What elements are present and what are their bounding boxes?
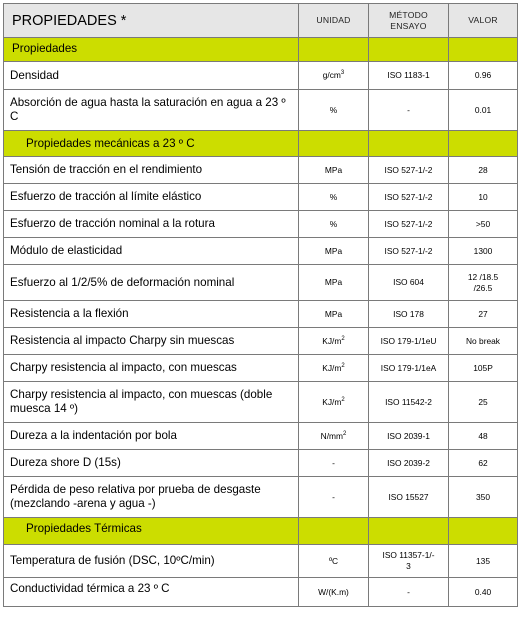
- table-row: [4, 545, 518, 578]
- table-row: [4, 184, 518, 211]
- table-row: [4, 265, 518, 301]
- method-cell: -: [369, 578, 449, 607]
- method-cell: ISO 1183-1: [369, 62, 449, 90]
- section-label: Propiedades Térmicas: [4, 518, 299, 545]
- value-cell: 62: [449, 450, 518, 477]
- table-row: [4, 382, 518, 423]
- table-row: [4, 62, 518, 90]
- table-header-row: [4, 4, 518, 38]
- unit-cell: $KJ/m^2$: [299, 382, 369, 423]
- property-label: Resistencia a la flexión: [4, 301, 299, 328]
- properties-table: [3, 3, 518, 607]
- table-row: [4, 423, 518, 450]
- property-label: Charpy resistencia al impacto, con muescas: [4, 355, 299, 382]
- section-row-mechanical: [4, 131, 518, 157]
- value-cell: 28: [449, 157, 518, 184]
- method-cell: ISO 11542-2: [369, 382, 449, 423]
- property-label: Densidad: [4, 62, 299, 90]
- method-cell: ISO 2039-2: [369, 450, 449, 477]
- method-cell: ISO 527-1/-2: [369, 157, 449, 184]
- unit-cell: MPa: [299, 301, 369, 328]
- property-label: Tensión de tracción en el rendimiento: [4, 157, 299, 184]
- property-label: Temperatura de fusión (DSC, 10ºC/min): [4, 545, 299, 578]
- table-row: [4, 328, 518, 355]
- properties-table-container: [3, 3, 517, 616]
- method-cell: ISO 178: [369, 301, 449, 328]
- section-label: Propiedades: [4, 38, 299, 62]
- value-cell: 10: [449, 184, 518, 211]
- property-label: Esfuerzo de tracción al límite elástico: [4, 184, 299, 211]
- method-cell: ISO 179-1/1eU: [369, 328, 449, 355]
- unit-cell: -: [299, 477, 369, 518]
- header-value: VALOR: [449, 4, 518, 38]
- header-unit: UNIDAD: [299, 4, 369, 38]
- header-method-line1: MÉTODO: [389, 9, 428, 20]
- unit-cell: %: [299, 184, 369, 211]
- value-cell: 0.01: [449, 90, 518, 131]
- method-cell: ISO 179-1/1eA: [369, 355, 449, 382]
- section-row-general: [4, 38, 518, 62]
- unit-cell: $g/cm^3$: [299, 62, 369, 90]
- property-label: Absorción de agua hasta la saturación en agua a 23 º C: [4, 90, 299, 131]
- table-row: [4, 157, 518, 184]
- table-row: [4, 301, 518, 328]
- unit-cell: $N/mm^2$: [299, 423, 369, 450]
- unit-cell: MPa: [299, 265, 369, 301]
- property-label: Dureza a la indentación por bola: [4, 423, 299, 450]
- table-row: [4, 355, 518, 382]
- unit-cell: $KJ/m^2$: [299, 328, 369, 355]
- table-row: [4, 90, 518, 131]
- table-row: [4, 477, 518, 518]
- value-cell: 48: [449, 423, 518, 450]
- method-cell: ISO 604: [369, 265, 449, 301]
- property-label: Pérdida de peso relativa por prueba de desgaste (mezclando -arena y agua -): [4, 477, 299, 518]
- header-title: PROPIEDADES *: [4, 4, 299, 38]
- unit-cell: MPa: [299, 238, 369, 265]
- unit-cell: %: [299, 211, 369, 238]
- header-method-line2: ENSAYO: [390, 20, 427, 31]
- value-cell: 0.40: [449, 578, 518, 607]
- method-cell: -: [369, 90, 449, 131]
- method-cell: ISO 527-1/-2: [369, 238, 449, 265]
- method-cell: ISO 527-1/-2: [369, 211, 449, 238]
- header-method: [369, 4, 449, 38]
- property-label: Resistencia al impacto Charpy sin muescas: [4, 328, 299, 355]
- method-cell: ISO 2039-1: [369, 423, 449, 450]
- method-cell: ISO 527-1/-2: [369, 184, 449, 211]
- property-label: Charpy resistencia al impacto, con muescas (doble muesca 14 º): [4, 382, 299, 423]
- table-row: [4, 238, 518, 265]
- property-label: Módulo de elasticidad: [4, 238, 299, 265]
- value-cell: 25: [449, 382, 518, 423]
- property-label: Conductividad térmica a 23 º C: [4, 578, 299, 607]
- value-cell: 12 /18.5 /26.5: [449, 265, 518, 301]
- value-cell: 0.96: [449, 62, 518, 90]
- table-row: [4, 211, 518, 238]
- unit-cell: -: [299, 450, 369, 477]
- value-cell: 105P: [449, 355, 518, 382]
- table-row: [4, 450, 518, 477]
- value-cell: 27: [449, 301, 518, 328]
- method-cell: ISO 15527: [369, 477, 449, 518]
- unit-cell: %: [299, 90, 369, 131]
- property-label: Esfuerzo de tracción nominal a la rotura: [4, 211, 299, 238]
- value-cell: No break: [449, 328, 518, 355]
- unit-cell: MPa: [299, 157, 369, 184]
- method-cell: ISO 11357-1/- 3: [369, 545, 449, 578]
- unit-cell: $KJ/m^2$: [299, 355, 369, 382]
- table-row: [4, 578, 518, 607]
- unit-cell: W/(K.m): [299, 578, 369, 607]
- property-label: Esfuerzo al 1/2/5% de deformación nominal: [4, 265, 299, 301]
- section-label: Propiedades mecánicas a 23 º C: [4, 131, 299, 157]
- section-row-thermal: [4, 518, 518, 545]
- property-label: Dureza shore D (15s): [4, 450, 299, 477]
- value-cell: 1300: [449, 238, 518, 265]
- value-cell: >50: [449, 211, 518, 238]
- value-cell: 135: [449, 545, 518, 578]
- value-cell: 350: [449, 477, 518, 518]
- unit-cell: ºC: [299, 545, 369, 578]
